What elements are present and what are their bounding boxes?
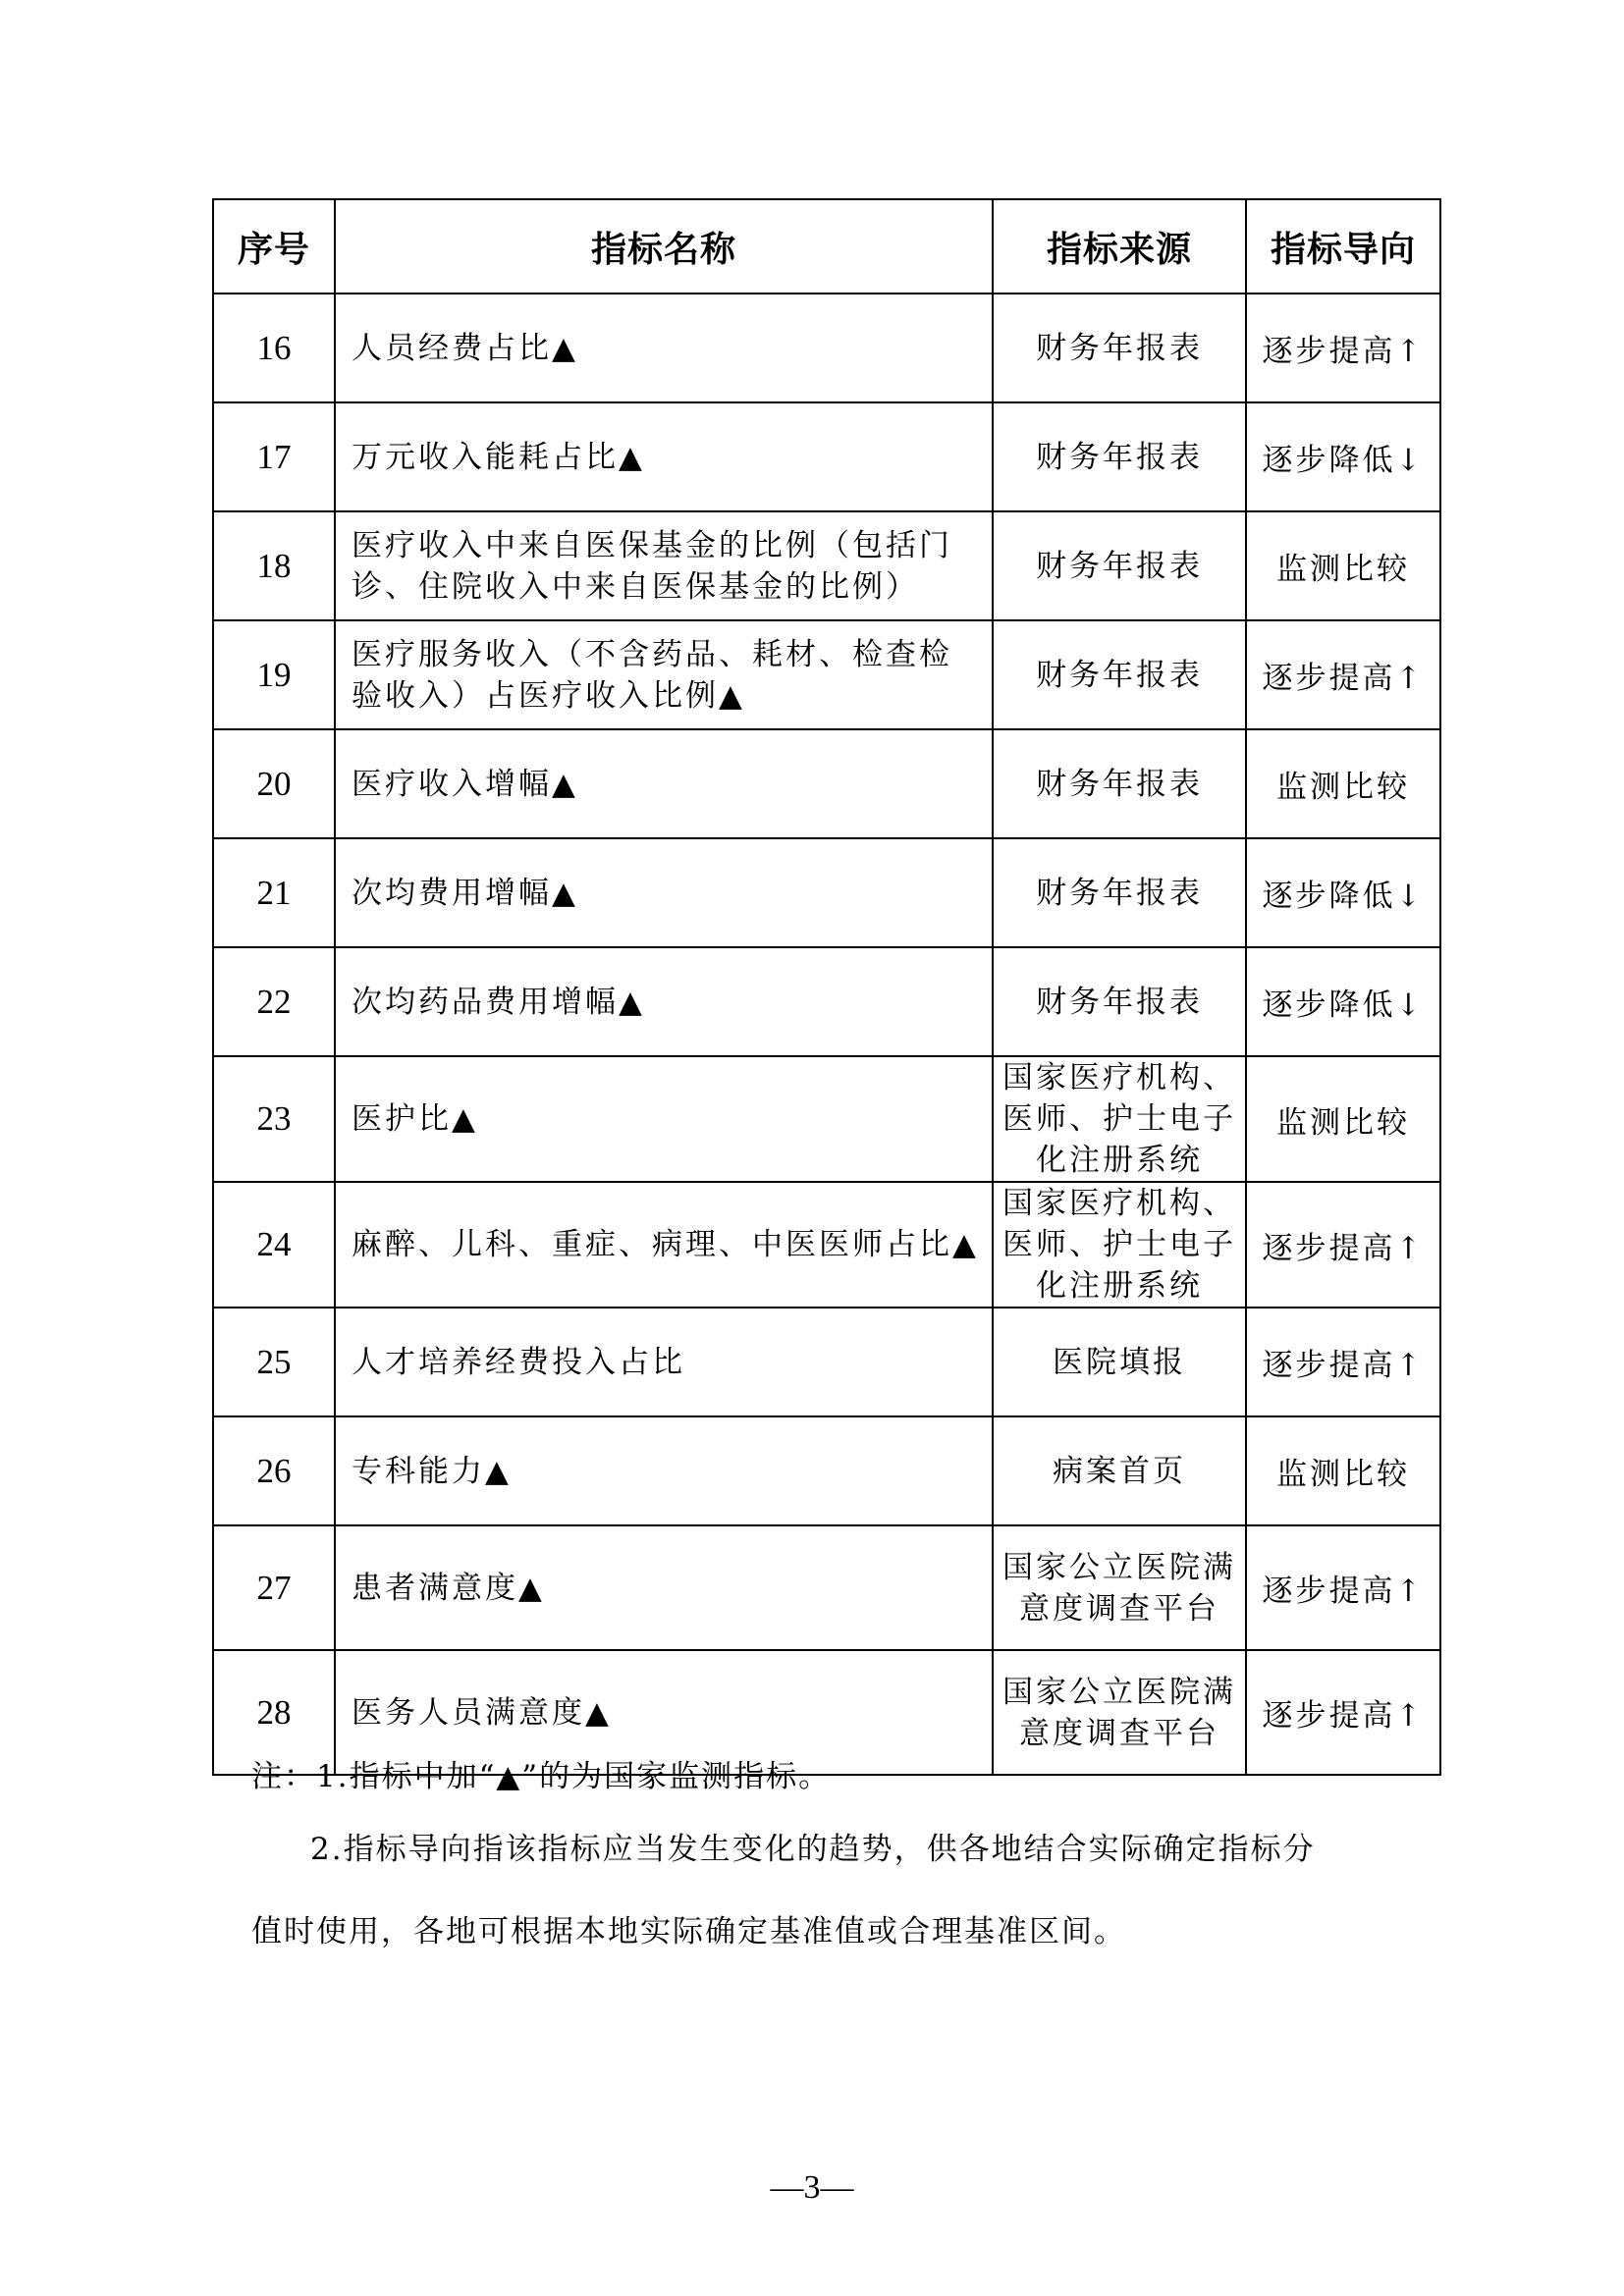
table-row bbox=[213, 1650, 1440, 1775]
row-number: 21 bbox=[213, 838, 335, 947]
table-row bbox=[213, 838, 1440, 947]
header-indicator-name: 指标名称 bbox=[335, 199, 993, 294]
row-indicator-direction: 逐步提高↑ bbox=[1246, 1182, 1440, 1308]
row-number: 20 bbox=[213, 729, 335, 838]
row-indicator-name: 医疗服务收入（不含药品、耗材、检查检验收入）占医疗收入比例▲ bbox=[335, 620, 993, 729]
row-indicator-source: 财务年报表 bbox=[993, 511, 1246, 620]
row-indicator-source: 国家医疗机构、医师、护士电子化注册系统 bbox=[993, 1056, 1246, 1182]
row-indicator-source: 财务年报表 bbox=[993, 729, 1246, 838]
table-row bbox=[213, 402, 1440, 511]
row-indicator-source: 财务年报表 bbox=[993, 620, 1246, 729]
row-indicator-direction: 逐步提高↑ bbox=[1246, 1650, 1440, 1775]
row-number: 27 bbox=[213, 1525, 335, 1650]
row-indicator-source: 财务年报表 bbox=[993, 294, 1246, 402]
row-indicator-name: 人才培养经费投入占比 bbox=[335, 1308, 993, 1416]
table-row bbox=[213, 1525, 1440, 1650]
row-indicator-name: 医护比▲ bbox=[335, 1056, 993, 1182]
row-indicator-direction: 逐步提高↑ bbox=[1246, 620, 1440, 729]
row-number: 28 bbox=[213, 1650, 335, 1775]
table-row bbox=[213, 1182, 1440, 1308]
row-indicator-source: 国家医疗机构、医师、护士电子化注册系统 bbox=[993, 1182, 1246, 1308]
row-indicator-source: 国家公立医院满意度调查平台 bbox=[993, 1525, 1246, 1650]
row-indicator-name: 患者满意度▲ bbox=[335, 1525, 993, 1650]
row-indicator-direction: 逐步提高↑ bbox=[1246, 1308, 1440, 1416]
row-indicator-name: 麻醉、儿科、重症、病理、中医医师占比▲ bbox=[335, 1182, 993, 1308]
row-indicator-source: 财务年报表 bbox=[993, 402, 1246, 511]
header-number: 序号 bbox=[213, 199, 335, 294]
row-indicator-direction: 逐步降低↓ bbox=[1246, 947, 1440, 1056]
row-number: 17 bbox=[213, 402, 335, 511]
row-indicator-source: 医院填报 bbox=[993, 1308, 1246, 1416]
notes bbox=[251, 1757, 1390, 1951]
page-number: —3— bbox=[770, 2169, 854, 2206]
row-indicator-direction: 逐步降低↓ bbox=[1246, 838, 1440, 947]
table-body bbox=[213, 294, 1440, 1775]
row-indicator-direction: 监测比较 bbox=[1246, 1056, 1440, 1182]
table-row bbox=[213, 511, 1440, 620]
row-number: 22 bbox=[213, 947, 335, 1056]
row-indicator-source: 病案首页 bbox=[993, 1416, 1246, 1525]
row-indicator-direction: 监测比较 bbox=[1246, 511, 1440, 620]
table-row bbox=[213, 1308, 1440, 1416]
row-number: 26 bbox=[213, 1416, 335, 1525]
row-indicator-name: 次均费用增幅▲ bbox=[335, 838, 993, 947]
note-2-continued: 值时使用，各地可根据本地实际确定基准值或合理基准区间。 bbox=[251, 1914, 1126, 1949]
table-row bbox=[213, 1416, 1440, 1525]
header-indicator-direction: 指标导向 bbox=[1246, 199, 1440, 294]
table-row bbox=[213, 729, 1440, 838]
row-indicator-source: 国家公立医院满意度调查平台 bbox=[993, 1650, 1246, 1775]
row-indicator-name: 医疗收入增幅▲ bbox=[335, 729, 993, 838]
table-row bbox=[213, 294, 1440, 402]
row-indicator-source: 财务年报表 bbox=[993, 947, 1246, 1056]
row-indicator-direction: 监测比较 bbox=[1246, 1416, 1440, 1525]
row-indicator-direction: 逐步降低↓ bbox=[1246, 402, 1440, 511]
table-row bbox=[213, 1056, 1440, 1182]
row-indicator-name: 医疗收入中来自医保基金的比例（包括门诊、住院收入中来自医保基金的比例） bbox=[335, 511, 993, 620]
row-indicator-direction: 监测比较 bbox=[1246, 729, 1440, 838]
row-number: 25 bbox=[213, 1308, 335, 1416]
note-2: 2.指标导向指该指标应当发生变化的趋势，供各地结合实际确定指标分 bbox=[310, 1832, 1316, 1867]
row-number: 16 bbox=[213, 294, 335, 402]
table-row bbox=[213, 620, 1440, 729]
row-indicator-name: 人员经费占比▲ bbox=[335, 294, 993, 402]
row-number: 24 bbox=[213, 1182, 335, 1308]
row-indicator-name: 专科能力▲ bbox=[335, 1416, 993, 1525]
row-number: 23 bbox=[213, 1056, 335, 1182]
note-1: 注：1.指标中加“▲”的为国家监测指标。 bbox=[251, 1759, 832, 1794]
row-indicator-direction: 逐步提高↑ bbox=[1246, 1525, 1440, 1650]
row-number: 18 bbox=[213, 511, 335, 620]
row-indicator-direction: 逐步提高↑ bbox=[1246, 294, 1440, 402]
row-indicator-source: 财务年报表 bbox=[993, 838, 1246, 947]
indicator-table bbox=[212, 198, 1441, 1776]
row-indicator-name: 次均药品费用增幅▲ bbox=[335, 947, 993, 1056]
row-indicator-name: 万元收入能耗占比▲ bbox=[335, 402, 993, 511]
row-indicator-name: 医务人员满意度▲ bbox=[335, 1650, 993, 1775]
row-number: 19 bbox=[213, 620, 335, 729]
table-row bbox=[213, 947, 1440, 1056]
table-header-row bbox=[213, 199, 1440, 294]
header-indicator-source: 指标来源 bbox=[993, 199, 1246, 294]
